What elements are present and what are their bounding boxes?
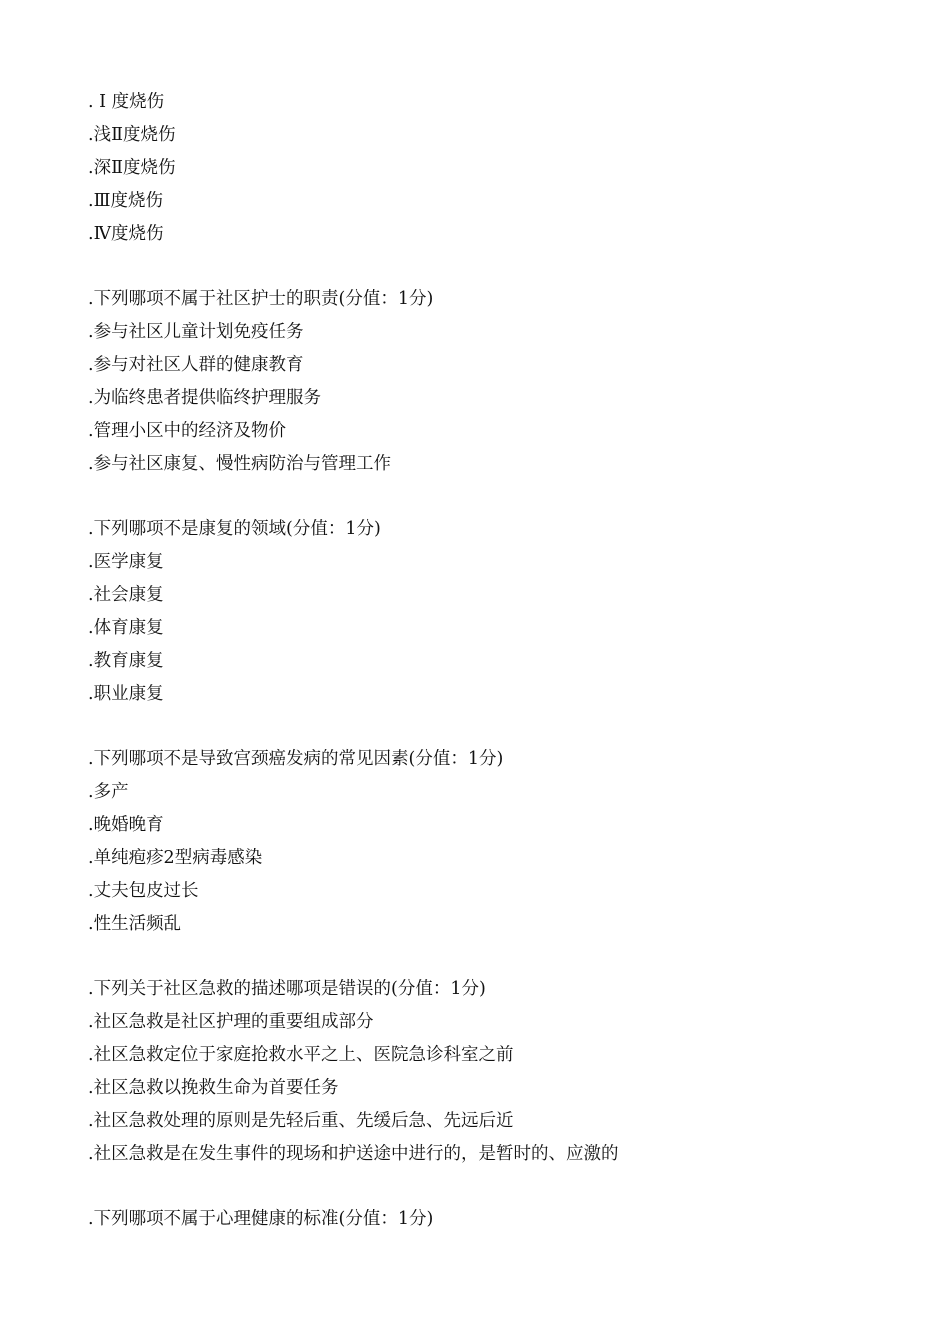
- answer-option: .性生活频乱: [88, 914, 182, 934]
- question-text: .下列哪项不属于社区护士的职责(分值：1分): [88, 289, 434, 309]
- question-block: [88, 513, 908, 711]
- answer-option: .社会康复: [88, 585, 164, 605]
- answer-option: .晚婚晚育: [88, 815, 164, 835]
- document-page: [88, 86, 908, 1236]
- block-spacer: [88, 251, 908, 283]
- answer-option: .单纯疱疹2型病毒感染: [88, 848, 263, 868]
- answer-option: .Ⅳ度烧伤: [88, 224, 164, 244]
- answer-option: .社区急救是社区护理的重要组成部分: [88, 1012, 374, 1032]
- answer-option: .体育康复: [88, 618, 164, 638]
- question-block: [88, 86, 908, 251]
- answer-option: .为临终患者提供临终护理服务: [88, 388, 322, 408]
- question-text: .下列哪项不是康复的领域(分值：1分): [88, 519, 381, 539]
- question-text: .下列关于社区急救的描述哪项是错误的(分值：1分): [88, 979, 486, 999]
- answer-option: .多产: [88, 782, 129, 802]
- question-text: .下列哪项不是导致宫颈癌发病的常见因素(分值：1分): [88, 749, 504, 769]
- question-block: [88, 743, 908, 941]
- answer-option: .浅Ⅱ度烧伤: [88, 125, 176, 145]
- question-text: .下列哪项不属于心理健康的标准(分值：1分): [88, 1209, 434, 1229]
- answer-option: .Ⅲ度烧伤: [88, 191, 163, 211]
- answer-option: .丈夫包皮过长: [88, 881, 199, 901]
- answer-option: .教育康复: [88, 651, 164, 671]
- answer-option: .社区急救以挽救生命为首要任务: [88, 1078, 339, 1098]
- question-block: [88, 1203, 908, 1236]
- answer-option: .社区急救是在发生事件的现场和护送途中进行的，是暂时的、应激的: [88, 1144, 619, 1164]
- answer-option: .社区急救定位于家庭抢救水平之上、医院急诊科室之前: [88, 1045, 514, 1065]
- answer-option: . Ⅰ 度烧伤: [88, 92, 165, 112]
- answer-option: .管理小区中的经济及物价: [88, 421, 287, 441]
- answer-option: .参与对社区人群的健康教育: [88, 355, 304, 375]
- answer-option: .医学康复: [88, 552, 164, 572]
- answer-option: .参与社区儿童计划免疫任务: [88, 322, 304, 342]
- answer-option: .深Ⅱ度烧伤: [88, 158, 176, 178]
- block-spacer: [88, 711, 908, 743]
- block-spacer: [88, 941, 908, 973]
- question-block: [88, 973, 908, 1171]
- answer-option: .参与社区康复、慢性病防治与管理工作: [88, 454, 392, 474]
- answer-option: .职业康复: [88, 684, 164, 704]
- answer-option: .社区急救处理的原则是先轻后重、先缓后急、先远后近: [88, 1111, 514, 1131]
- question-block: [88, 283, 908, 481]
- block-spacer: [88, 481, 908, 513]
- block-spacer: [88, 1171, 908, 1203]
